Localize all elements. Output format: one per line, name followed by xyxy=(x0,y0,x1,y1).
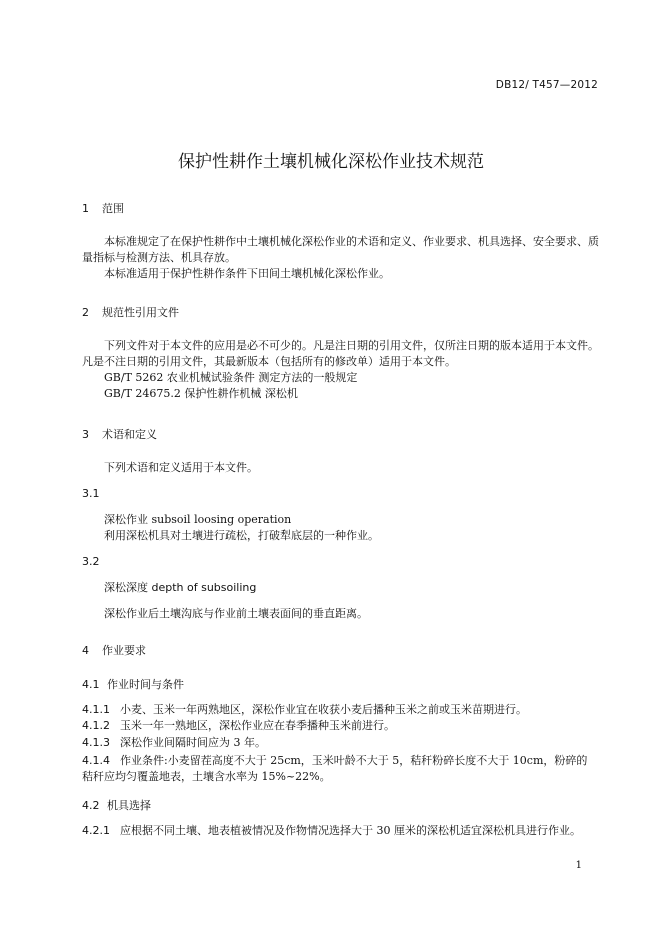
section-1-heading xyxy=(82,200,124,216)
section-2-paragraph-1: 下列文件对于本文件的应用是必不可少的。凡是注日期的引用文件，仅所注日期的版本适用于本文件。凡是不注日期的引用文件，其最新版本（包括所有的修改单）适用于本文件。 xyxy=(82,339,599,368)
clause-text: 小麦、玉米一年两熟地区，深松作业宜在收获小麦后播种玉米之前或玉米苗期进行。 xyxy=(120,703,527,716)
normative-reference-1: GB/T 5262 农业机械试验条件 测定方法的一般规定 xyxy=(104,371,358,384)
section-2-heading xyxy=(82,304,179,320)
clause-4-1-2 xyxy=(82,718,395,734)
term-3-2-title: 深松深度 depth of subsoiling xyxy=(104,581,257,594)
term-3-1-number: 3.1 xyxy=(82,487,100,500)
standard-code: DB12/ T457—2012 xyxy=(495,79,598,91)
subsection-number: 4.2 xyxy=(82,799,100,812)
clause-number: 4.1.2 xyxy=(82,719,110,732)
section-4-heading xyxy=(82,642,146,658)
section-3-heading xyxy=(82,426,157,442)
term-3-2-number: 3.2 xyxy=(82,555,100,568)
subsection-number: 4.1 xyxy=(82,678,100,691)
clause-text: 应根据不同土壤、地表植被情况及作物情况选择大于 30 厘米的深松机适宜深松机具进行作业。 xyxy=(120,824,581,837)
clause-number: 4.2.1 xyxy=(82,824,110,837)
subsection-title: 机具选择 xyxy=(107,799,151,812)
normative-reference-2: GB/T 24675.2 保护性耕作机械 深松机 xyxy=(104,387,298,400)
term-3-1-title: 深松作业 subsoil loosing operation xyxy=(104,513,292,526)
clause-4-1-1 xyxy=(82,702,527,718)
term-3-1-definition: 利用深松机具对土壤进行疏松，打破犁底层的一种作业。 xyxy=(104,529,379,542)
clause-number: 4.1.3 xyxy=(82,736,110,749)
document-title: 保护性耕作土壤机械化深松作业技术规范 xyxy=(178,152,484,172)
clause-4-1-3 xyxy=(82,735,266,751)
term-3-2-definition: 深松作业后土壤沟底与作业前土壤表面间的垂直距离。 xyxy=(104,607,368,620)
section-1-paragraph-2: 本标准适用于保护性耕作条件下田间土壤机械化深松作业。 xyxy=(104,267,390,280)
section-title: 作业要求 xyxy=(102,644,146,657)
page-number: 1 xyxy=(575,860,582,871)
clause-number: 4.1.1 xyxy=(82,703,110,716)
section-number: 1 xyxy=(82,202,89,215)
clause-text: 玉米一年一熟地区，深松作业应在春季播种玉米前进行。 xyxy=(120,719,395,732)
section-title: 术语和定义 xyxy=(102,428,157,441)
clause-4-2-1 xyxy=(82,823,581,839)
clause-number: 4.1.4 xyxy=(82,754,110,767)
section-number: 4 xyxy=(82,644,89,657)
section-title: 规范性引用文件 xyxy=(102,306,179,319)
section-1-paragraph-1: 本标准规定了在保护性耕作中土壤机械化深松作业的术语和定义、作业要求、机具选择、安全要求、质量指标与检测方法、机具存放。 xyxy=(82,235,599,264)
section-number: 3 xyxy=(82,428,89,441)
section-number: 2 xyxy=(82,306,89,319)
subsection-4-2-heading xyxy=(82,797,151,813)
clause-4-1-4 xyxy=(82,753,587,769)
clause-text: 深松作业间隔时间应为 3 年。 xyxy=(120,736,266,749)
subsection-4-1-heading xyxy=(82,676,184,692)
clause-4-1-4-continued: 秸秆应均匀覆盖地表，土壤含水率为 15%~22%。 xyxy=(82,770,331,783)
clause-text-line-1: 作业条件:小麦留茬高度不大于 25cm，玉米叶龄不大于 5，秸秆粉碎长度不大于 10cm，粉碎的 xyxy=(120,754,588,767)
section-3-paragraph-1: 下列术语和定义适用于本文件。 xyxy=(104,461,258,474)
section-title: 范围 xyxy=(102,202,124,215)
subsection-title: 作业时间与条件 xyxy=(107,678,184,691)
